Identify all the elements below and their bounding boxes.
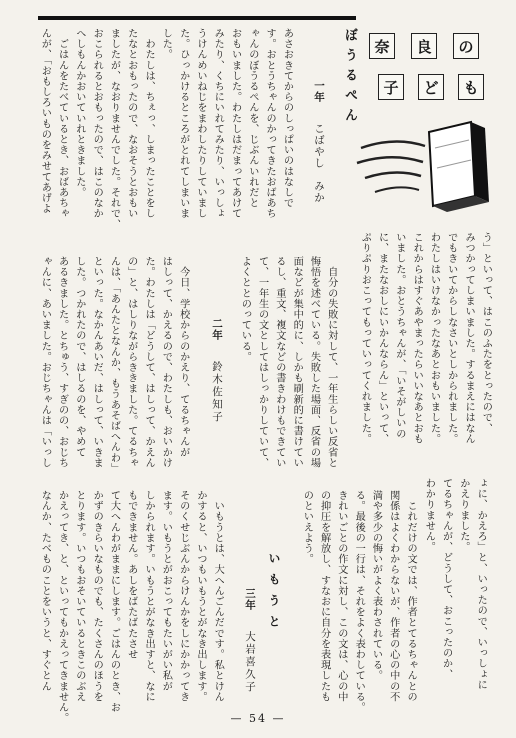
story1-line: う」といって、はこのふたをとったので、 — [480, 232, 492, 434]
comment-line: る。最後の一行は、それをよく表わしている。 — [353, 490, 365, 713]
story2-line: 今日、学校からのかえり、てるちゃんが — [177, 256, 189, 458]
story3-line: もできません。あしをばたばたさせ — [125, 490, 137, 660]
story2-line: わかりません。 — [423, 478, 435, 553]
comment-line: 満や多少の悔いがよく表わされている。 — [370, 490, 382, 681]
comment-line: 面などが集中的に、しかも刷新的に書けてい — [291, 256, 303, 468]
story2-author: 鈴木佐知子 — [211, 361, 223, 424]
story1-line: みたり、くちにいれてみたり、いっしょ — [212, 28, 224, 219]
story2-line: した。つかれたので、はしるのを、やめて — [73, 256, 85, 458]
comment-line: るし、重文、複文などの書きわけもできてい — [273, 256, 285, 468]
story1-line: これからはすぐあやまったらいいなあとおも — [411, 232, 423, 444]
story3-line: ます。いもうとがおこってもたいがい私が — [160, 490, 172, 692]
story1-line: ゃんのぼうるぺんを、じぶんいれだと — [246, 28, 258, 209]
story1-line: みつかってしまいました。するまえにはなん — [463, 232, 475, 444]
story1-line: おもいました。わたしはだまってあけて — [229, 28, 241, 219]
story3-line: いもうとは、大へんごんだです。私とけん — [212, 490, 224, 702]
story1-line: に、またなおしにいかんならん」といって、 — [376, 232, 388, 444]
comment-line: のといえよう。 — [301, 490, 313, 565]
story1-line: でもきいてからしなさいとしかられました。 — [445, 232, 457, 444]
page-number: — 54 — — [230, 712, 286, 725]
story1-line: へしもんかおいていれときました。 — [73, 28, 85, 198]
story3-grade: 三年 — [244, 588, 256, 611]
story2-line: てるちゃんが、どうして、おこったのか、 — [440, 478, 452, 680]
story1-title: ぼうるぺん — [342, 28, 357, 128]
story2-line: ゃんに、あいました。おじちゃんは「いっし — [39, 256, 51, 468]
story1-line: ぷりぷりおこってもっていってくれました。 — [359, 232, 371, 444]
comment-line: よくととのっている。 — [239, 256, 251, 362]
story1-line: あさおきてからのしっぱいのはなしで — [281, 28, 293, 209]
story2-continuation — [420, 478, 489, 696]
comment-line: 関係はよくわからないが、作者の心の中の不 — [387, 490, 399, 702]
story2-grade: 二年 — [211, 318, 223, 341]
story3-line: かすると、いつもいもうとがなき出します。 — [194, 490, 206, 702]
story1-byline — [312, 80, 327, 204]
story2-line: かえりました。 — [457, 478, 469, 553]
comment-line: これだけの文では、作者とてるちゃんとの — [405, 490, 417, 702]
story3-body — [36, 490, 226, 724]
story2-byline — [210, 318, 225, 424]
story2-line: といった。なかんあいだ、はしって、いきま — [91, 256, 103, 468]
header-char-box — [418, 74, 444, 100]
story1-line: わたしはいけなかったなあとおもいました。 — [428, 232, 440, 444]
header-char: の — [458, 37, 474, 56]
story3-line: しかられます。いもうとがなき出すと、なに — [143, 490, 155, 702]
story2-line: はしって、かえるので、わたしも、おいかけ — [160, 256, 172, 468]
story3-line: て大へんわがままにします。ごはんのとき、お — [108, 490, 120, 713]
story3-author: 大岩喜久子 — [244, 631, 256, 694]
header-rule — [38, 16, 356, 20]
header-char: 子 — [383, 78, 399, 97]
header-char-box — [378, 74, 404, 100]
story1-comment — [236, 256, 340, 468]
story1-line: わたしは、ちぇっ、しまったことをし — [143, 28, 155, 219]
story2-line: の」と、はしりながらききました。てるちゃ — [125, 256, 137, 468]
story1-line: した。 — [160, 28, 172, 60]
story3-line: かえってき、と、といってもかえってきません。 — [56, 490, 68, 724]
story3-line: なんか、たべものことをいうと、すぐとん — [39, 490, 51, 692]
story1-line: おこられるとおもったので、はこのなか — [91, 28, 103, 219]
story1-line: た。ひっかけるところがとれてしまいま — [177, 28, 189, 219]
header-char: も — [463, 78, 479, 97]
story3-line: そのくせじぶんからけんかをしにかかってき — [177, 490, 189, 702]
story2-line: ょに、かえろ」と、いったので、いっしょに — [475, 478, 487, 690]
header-char-box — [411, 33, 437, 59]
header-char: 奈 — [374, 37, 390, 56]
book-illustration — [355, 118, 505, 218]
story1-line: いました。おとうちゃんが、「いそがしいの — [393, 232, 405, 439]
story3-line: かずのきらいなものでも、たくさんのほうを — [91, 490, 103, 702]
story1-line: ましたが、なおりませんでした。それで、 — [108, 28, 120, 230]
header-char-box — [369, 33, 395, 59]
story1-line: んが、「おもしろいものをみせてあげよ — [39, 28, 51, 214]
story2-body — [36, 256, 192, 474]
story1-continuation — [356, 232, 494, 468]
comment-line: きれいごとの作文に対し、この文は、心の中 — [335, 490, 347, 702]
header-char-box — [453, 33, 479, 59]
story1-line: たなとおもったので、なおそうとおもい — [125, 28, 137, 219]
comment-line: の抑圧を解放し、すなおに自分を表現したも — [318, 490, 330, 702]
story3-line: とります。いつもおそいているときこのぶえ — [73, 490, 85, 702]
story3-byline — [243, 588, 258, 694]
comment-line: て、一年生の文としてはしっかりしていて、 — [256, 256, 268, 468]
story1-grade: 一年 — [313, 80, 325, 103]
header-char: ど — [423, 78, 439, 97]
story1-author: こばやし みか — [313, 123, 325, 204]
story1-line: うけんめいねじをまわしたりしていまし — [194, 28, 206, 219]
comment-line: 悔悟を述べている。失敗した場面、反省の場 — [308, 256, 320, 468]
header-char: 良 — [416, 37, 432, 56]
story1-line: す。おとうちゃんのかってきたおばあち — [264, 28, 276, 219]
story2-line: あるきました。とちゅう、すぎのの、おじち — [56, 256, 68, 468]
story2-line: んは、「あんたとなんか、もうあそばへんわ」 — [108, 256, 120, 474]
story1-line: ごはんをたべているとき、おばあちゃ — [56, 28, 68, 219]
story2-line: た。わたしは「どうして、はしって、かえん — [143, 256, 155, 468]
comment-line: 自分の失敗に対して、一年生らしい反省と — [325, 256, 337, 468]
story2-comment — [298, 490, 419, 713]
header-char-box — [458, 74, 484, 100]
story3-title: いもうと — [267, 552, 281, 636]
